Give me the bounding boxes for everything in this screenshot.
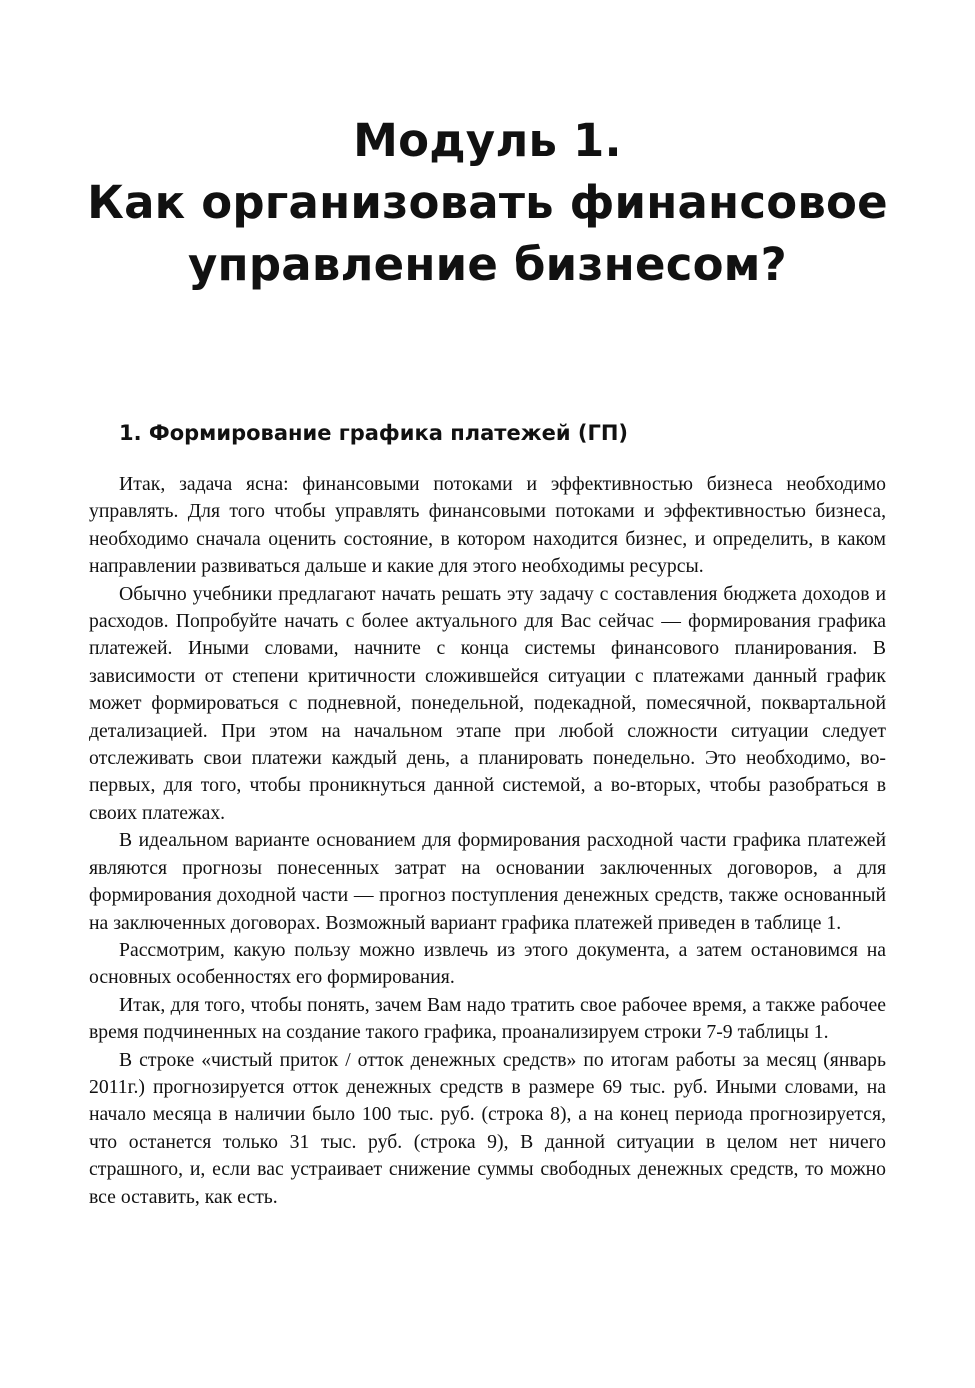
module-title-line: управление бизнесом? xyxy=(188,238,787,291)
paragraph: Рассмотрим, какую пользу можно извлечь из этого документа, а затем остановимся на основных особенностях его формирования. xyxy=(89,938,886,989)
paragraph: Итак, задача ясна: финансовыми потоками и эффективностью бизнеса необходимо управлять. Для того чтобы управлять финансовыми потоками и эффективностью бизнеса, необходимо сначала оценить состояние, в котором находится бизнес, и определить, в каком направлении развиваться дальше и какие для этого необходимы ресурсы. xyxy=(89,473,886,578)
paragraph: В строке «чистый приток / отток денежных средств» по итогам работы за месяц (январь 2011г.) прогнозируется отток денежных средств в размере 69 тыс. руб. Иными словами, на начало месяца в наличии было 100 тыс. руб. (строка 8), а на конец периода прогнозируется, что останется только 31 тыс. руб. (строка 9), В данной ситуации в целом нет ничего страшного, и, если вас устраивает снижение суммы свободных денежных средств, то можно все оставить, как есть. xyxy=(89,1048,886,1208)
section-heading: 1. Формирование графика платежей (ГП) xyxy=(119,421,629,445)
module-title-line: Как организовать финансовое xyxy=(87,176,888,229)
paragraph: В идеальном варианте основанием для формирования расходной части графика платежей являются прогнозы понесенных затрат на основании заключенных договоров, а для формирования доходной части — прогноз поступления денежных средств, также основанный на заключенных договорах. Возможный вариант графика платежей приведен в таблице 1. xyxy=(89,829,886,934)
body-text xyxy=(89,471,886,1211)
paragraph: Итак, для того, чтобы понять, зачем Вам надо тратить свое рабочее время, а также рабочее время подчиненных на создание такого графика, проанализируем строки 7-9 таблицы 1. xyxy=(89,993,886,1044)
module-title-line: Модуль 1. xyxy=(353,114,622,167)
paragraph: Обычно учебники предлагают начать решать эту задачу с составления бюджета доходов и расходов. Попробуйте начать с более актуального для Вас сейчас — формирования графика платежей. Иными словами, начните с конца системы финансового планирования. В зависимости от степени критичности сложившейся ситуации с платежами данный график может формироваться с подневной, понедельной, подекадной, помесячной, поквартальной детализацией. При этом на начальном этапе при любой сложности ситуации следует отслеживать свои платежи каждый день, а планировать понедельно. Это необходимо, во-первых, для того, чтобы проникнуться данной системой, а во-вторых, чтобы разобраться в своих платежах. xyxy=(89,582,886,824)
module-title xyxy=(60,110,915,296)
